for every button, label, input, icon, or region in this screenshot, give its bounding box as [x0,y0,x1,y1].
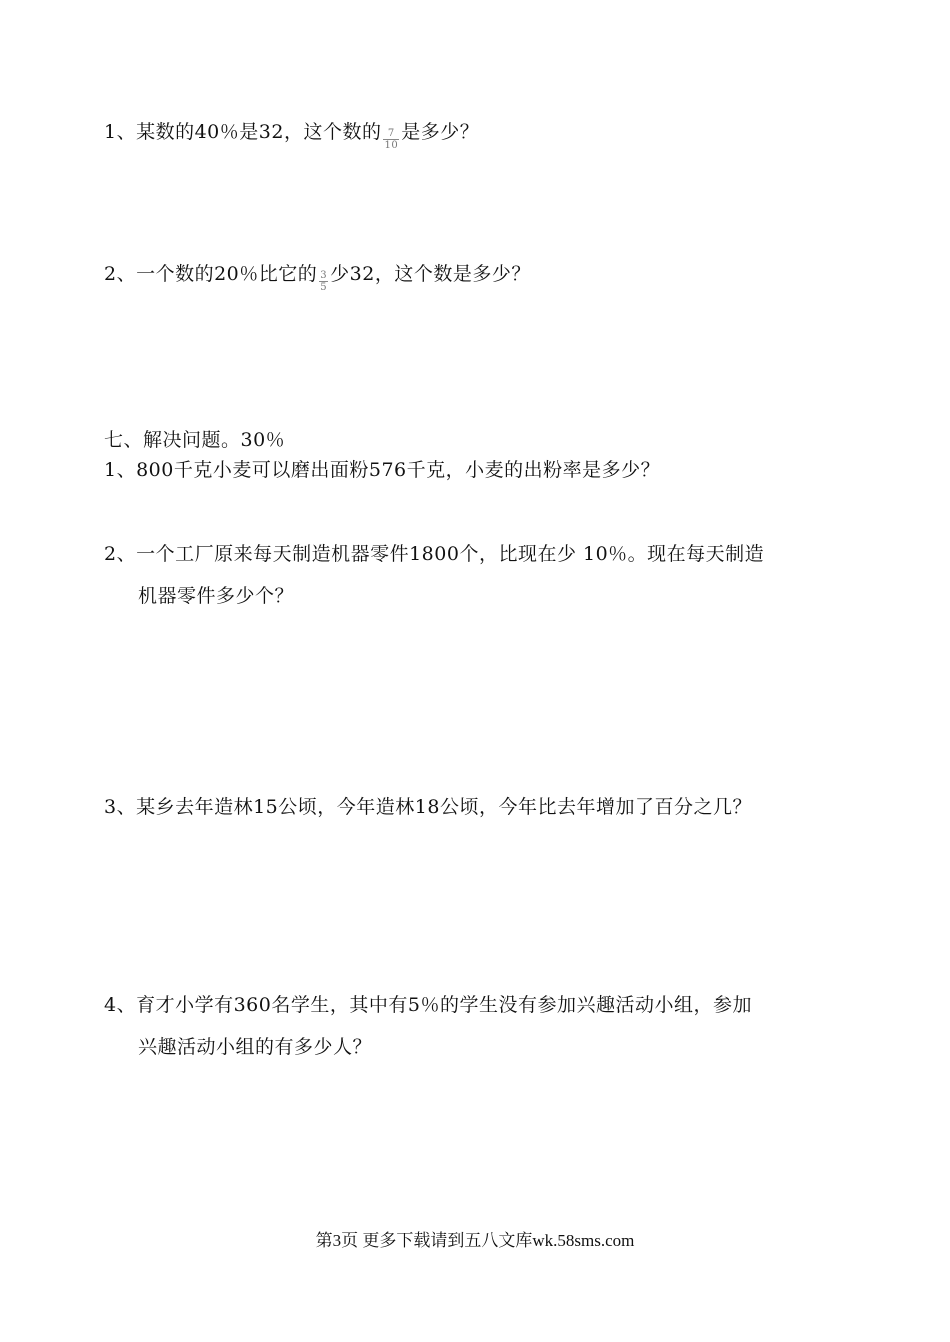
fraction-denominator: 10 [384,139,399,151]
question-7-4-line-1: 4、育才小学有360名学生，其中有5％的学生没有参加兴趣活动小组，参加 [104,994,752,1016]
section-7-heading: 七、解决问题。30％ [104,429,286,451]
question-6-1-text-before: 1、某数的40％是32，这个数的 [104,121,382,143]
fraction-numerator: 3 [320,269,328,281]
question-7-3: 3、某乡去年造林15公顷，今年造林18公顷，今年比去年增加了百分之几？ [104,796,752,818]
fraction-numerator: 7 [383,128,399,140]
question-6-2 [104,262,531,293]
question-6-2-text-after: 少32，这个数是多少？ [330,263,531,285]
question-7-2-line-2: 机器零件多少个？ [138,585,295,607]
page-footer: 第3页 更多下载请到五八文库wk.58sms.com [315,1231,635,1250]
question-7-2-line-1: 2、一个工厂原来每天制造机器零件1800个，比现在少 10％。现在每天制造 [104,543,765,565]
question-7-1: 1、800千克小麦可以磨出面粉576千克，小麦的出粉率是多少？ [104,459,661,481]
question-6-2-text-before: 2、一个数的20％比它的 [104,263,318,285]
fraction-denominator: 5 [320,281,328,293]
question-7-4-line-2: 兴趣活动小组的有多少人？ [138,1036,373,1058]
question-6-1 [104,120,480,151]
question-6-1-text-after: 是多少？ [401,121,480,143]
fraction-7-10 [383,128,399,151]
fraction-3-5 [319,270,328,293]
